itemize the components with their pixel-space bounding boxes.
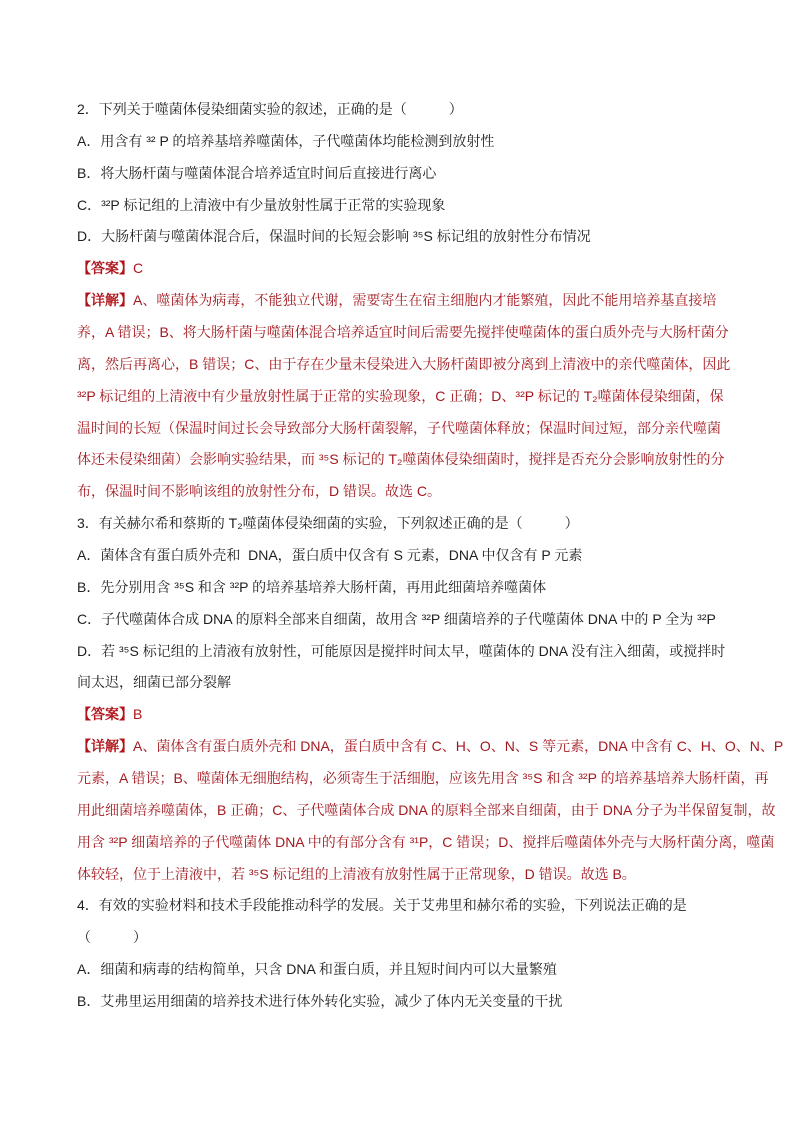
question-2 [77, 94, 731, 508]
question-3-stem: 3．有关赫尔希和蔡斯的 T₂噬菌体侵染细菌的实验，下列叙述正确的是（ ） [77, 515, 579, 532]
question-2-option-a: A．用含有 ³² P 的培养基培养噬菌体，子代噬菌体均能检测到放射性 [77, 132, 495, 149]
explanation-line: 用此细菌培养噬菌体，B 正确；C、子代噬菌体合成 DNA 的原料全部来自细菌，由于 DNA 分子为半保留复制，故 [77, 801, 776, 818]
question-4-stem-continued: （ ） [77, 929, 147, 946]
question-3-explanation [77, 731, 784, 890]
question-3-option-d: D．若 ³⁵S 标记组的上清液有放射性，可能原因是搅拌时间太早，噬菌体的 DNA 没有注入细菌，或搅拌时 [77, 642, 726, 659]
question-4 [77, 890, 722, 1017]
question-3-answer [77, 699, 722, 731]
answer-value: B [133, 706, 143, 723]
question-4-option-b: B．艾弗里运用细菌的培养技术进行体外转化实验，减少了体内无关变量的干扰 [77, 993, 563, 1010]
answer-label: 【答案】 [77, 260, 133, 277]
question-2-option-d: D．大肠杆菌与噬菌体混合后，保温时间的长短会影响 ³⁵S 标记组的放射性分布情况 [77, 228, 591, 245]
explanation-line [77, 731, 784, 763]
explanation-line: 元素，A 错误；B、噬菌体无细胞结构，必须寄生于活细胞，应该先用含 ³⁵S 和含 ³²P 的培养基培养大肠杆菌，再 [77, 770, 769, 787]
explanation-text: A、噬菌体为病毒，不能独立代谢，需要寄生在宿主细胞内才能繁殖，因此不能用培养基直接培 [133, 292, 717, 309]
explanation-line: 离，然后再离心，B 错误；C、由于存在少量未侵染进入大肠杆菌即被分离到上清液中的亲代噬菌体，因此 [77, 355, 731, 372]
explanation-line [77, 285, 722, 317]
explanation-line: 养，A 错误；B、将大肠杆菌与噬菌体混合培养适宜时间后需要先搅拌使噬菌体的蛋白质外壳与大肠杆菌分 [77, 324, 729, 341]
explanation-line: 用含 ³²P 细菌培养的子代噬菌体 DNA 中的有部分含有 ³¹P，C 错误；D、搅拌后噬菌体外壳与大肠杆菌分离，噬菌 [77, 833, 775, 850]
explanation-line: ³²P 标记组的上清液中有少量放射性属于正常的实验现象，C 正确；D、³²P 标记的 T₂噬菌体侵染细菌，保 [77, 387, 724, 404]
question-2-stem: 2．下列关于噬菌体侵染细菌实验的叙述，正确的是（ ） [77, 101, 463, 117]
answer-value: C [133, 260, 144, 277]
question-4-option-a: A．细菌和病毒的结构简单，只含 DNA 和蛋白质，并且短时间内可以大量繁殖 [77, 961, 557, 978]
question-list [77, 94, 784, 1018]
explanation-label: 【详解】 [77, 738, 133, 755]
question-3-option-b: B．先分别用含 ³⁵S 和含 ³²P 的培养基培养大肠杆菌，再用此细菌培养噬菌体 [77, 578, 547, 595]
question-3 [77, 508, 784, 890]
explanation-line: 温时间的长短（保温时间过长会导致部分大肠杆菌裂解，子代噬菌体释放；保温时间过短，部分亲代噬菌 [77, 419, 721, 436]
question-2-answer [77, 253, 722, 285]
explanation-text: A、菌体含有蛋白质外壳和 DNA，蛋白质中含有 C、H、O、N、S 等元素，DNA 中含有 C、H、O、N、P [133, 738, 784, 755]
question-3-option-a: A．菌体含有蛋白质外壳和 DNA，蛋白质中仅含有 S 元素，DNA 中仅含有 P 元素 [77, 547, 583, 564]
question-3-option-d-continued: 间太迟，细菌已部分裂解 [77, 674, 231, 691]
explanation-line: 体还未侵染细菌）会影响实验结果，而 ³⁵S 标记的 T₂噬菌体侵染细菌时，搅拌是否充分会影响放射性的分 [77, 451, 725, 468]
question-4-stem: 4．有效的实验材料和技术手段能推动科学的发展。关于艾弗里和赫尔希的实验，下列说法正确的是 [77, 897, 687, 914]
question-2-option-b: B．将大肠杆菌与噬菌体混合培养适宜时间后直接进行离心 [77, 164, 437, 181]
question-2-option-c: C．³²P 标记组的上清液中有少量放射性属于正常的实验现象 [77, 196, 446, 213]
explanation-line: 布，保温时间不影响该组的放射性分布，D 错误。故选 C。 [77, 483, 441, 500]
answer-label: 【答案】 [77, 706, 133, 723]
explanation-label: 【详解】 [77, 292, 133, 309]
question-2-explanation [77, 285, 731, 508]
explanation-line: 体较轻，位于上清液中，若 ³⁵S 标记组的上清液有放射性属于正常现象，D 错误。故选 B。 [77, 865, 636, 882]
question-3-option-c: C．子代噬菌体合成 DNA 的原料全部来自细菌，故用含 ³²P 细菌培养的子代噬菌体 DNA 中的 P 全为 ³²P [77, 610, 716, 627]
